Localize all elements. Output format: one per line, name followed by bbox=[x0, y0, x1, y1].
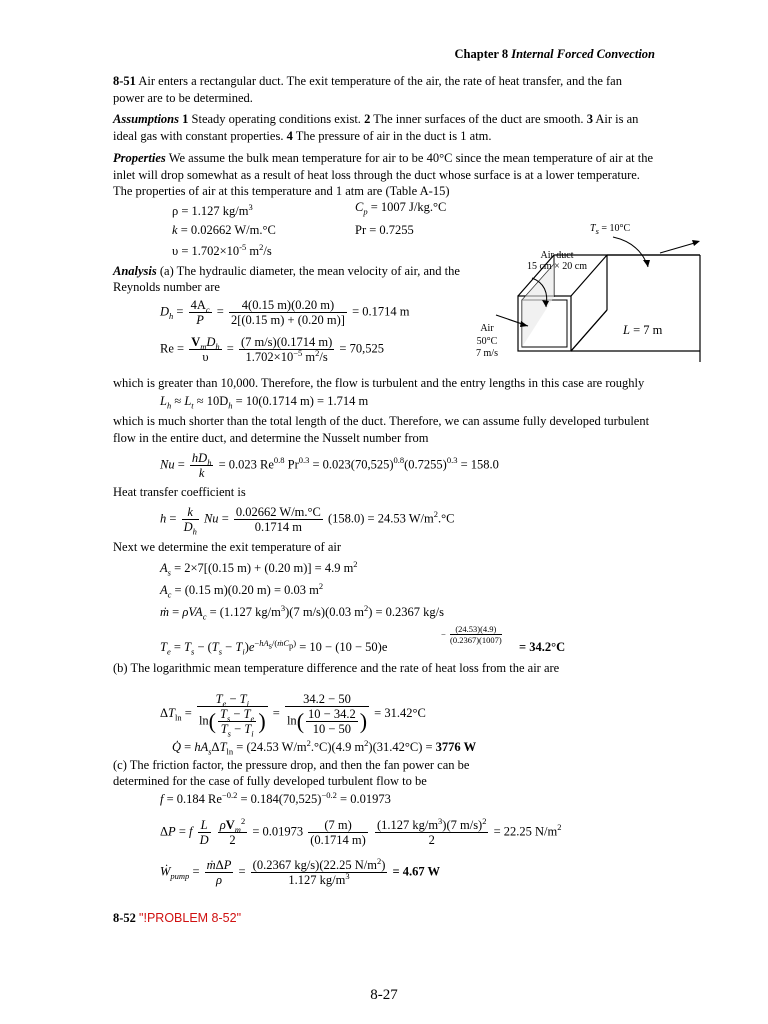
pr-value: Pr = 0.7255 bbox=[355, 223, 414, 237]
exit-temperature-equation: $T_e = T_s - (T_s - T_i)e^{-hA_s/(ṁC_p)} = 10 - (10 - 50)e$ bbox=[160, 637, 388, 657]
fan-power-result: = 4.67 W bbox=[392, 864, 441, 879]
k-value: k = 0.02662 W/m.°C bbox=[172, 223, 276, 237]
length-label: L = 7 m bbox=[623, 323, 663, 337]
nusselt-equation: Nu = $\frac{hD_h}{k}$ = 0.023 $Re^{0.8}$ $Pr^{0.3} = 0.023(70,525)^{0.8}(0.7255)^{0.3} = 158.0$ bbox=[160, 451, 499, 480]
htc-equation: h = $\frac{k}{D_h}$ Nu = $\frac{0.02662 W/m.^\circ C}{0.1714 m}$ (158.0) = 24.53 $W/m^2.^\circ C$ bbox=[160, 505, 455, 537]
part-a-label: (a) bbox=[159, 264, 174, 278]
heat-loss-equation: Q̇ = $hA_s\Delta T_{ln} = (24.53$ $W/m^2.^\circ C)(4.9$ $m^2)(31.42^\circ C) = 3776$ W bbox=[172, 737, 477, 757]
analysis-text: The hydraulic diameter, the mean velocity of air, and the Reynolds number are bbox=[113, 264, 460, 294]
reynolds-equation: Re = $\frac{V_mD_h}{\upsilon}$ = $\frac{(7 m/s)(0.1714 m)}{1.702\times 10^{-5} m^2/s}$ = 70,525 bbox=[160, 335, 384, 364]
cp-value: $C_p = 1007$ J/kg.°C bbox=[355, 200, 447, 217]
rho-value: ρ = 1.127 $kg/m^3$ bbox=[172, 201, 253, 218]
heat-loss-result: 3776 W bbox=[435, 740, 477, 754]
assumption-1-num: 1 bbox=[182, 112, 189, 126]
surface-area-equation: $A_s = 2\times 7[(0.15$ m) + (0.20 m)] = 4.9 $m^2$ bbox=[160, 558, 358, 578]
nu-value: $\upsilon = 1.702\times 10^{-5}$ $m^2/s$ bbox=[172, 241, 272, 258]
chapter-number: Chapter 8 bbox=[454, 47, 509, 61]
next-problem: 8-52 "!PROBLEM 8-52" bbox=[113, 911, 242, 925]
assumption-4-text: The pressure of air in the duct is 1 atm. bbox=[295, 128, 492, 143]
exit-text: Next we determine the exit temperature of air bbox=[113, 540, 342, 554]
properties-label: Properties bbox=[113, 151, 166, 165]
fully-developed-text: which is much shorter than the total length of the duct. Therefore, we can assume fully developed turbulent flow in the entire duct, and determine the Nusselt number from bbox=[113, 414, 650, 445]
assumption-1-text: Steady operating conditions exist. bbox=[191, 112, 361, 126]
mass-flow-equation: ṁ = ρVA$_c$ = (1.127 $kg/m^3)(7$ m/s)(0.03 $m^2) = 0.2367$ kg/s bbox=[160, 602, 445, 622]
fan-power-equation: Ẇ$_{pump}$ = $\frac{\text{ṁΔP}}{\rho}$ = $\frac{(0.2367 kg/s)(22.25 N/m^2)}{1.127 kg/m^3}$ = 4.67 W bbox=[160, 855, 441, 887]
assumptions-label: Assumptions bbox=[113, 112, 180, 126]
exponent-fraction: − (24.53)(4.9) (0.2367)(1007) bbox=[441, 624, 502, 645]
assumption-3-text: Air is an ideal gas with constant properties. bbox=[113, 112, 639, 143]
duct-label: Air duct 15 cm × 20 cm bbox=[526, 250, 588, 272]
analysis-label: Analysis bbox=[113, 264, 157, 278]
chapter-title: Internal Forced Convection bbox=[511, 47, 655, 61]
entry-length-equation: $L_h \approx L_t \approx 10D_h = 10(0.1714$ m) = 1.714 m bbox=[160, 394, 369, 411]
assumption-3-num: 3 bbox=[586, 112, 593, 126]
hydraulic-diameter-equation: $D_h$ = $\frac{4A_c}{P}$ = $\frac{4(0.15 m)(0.20 m)}{2[(0.15 m) + (0.20 m)]}$ = 0.1714 m bbox=[160, 298, 410, 327]
turbulent-text: which is greater than 10,000. Therefore, the flow is turbulent and the entry lengths in this case are roughly bbox=[113, 376, 645, 390]
friction-factor-equation: f = 0.184 $Re^{-0.2} = 0.184(70,525)^{-0.2} = 0.01973$ bbox=[160, 789, 391, 806]
friction-text: (c) The friction factor, the pressure drop, and then the fan power can be determined for the case of fully developed turbulent flow to be bbox=[113, 758, 470, 788]
assumption-4-num: 4 bbox=[286, 128, 293, 143]
cross-section-equation: $A_c = (0.15$ m)(0.20 m) = 0.03 $m^2$ bbox=[160, 580, 324, 600]
lmtd-equation: $\Delta T_{ln}$ = $T_e - T_i$ ln( $\frac{T_s - T_e}{T_s - T_i}$ ) = 34.2 − 50 ln( $\frac{10 - 34.2}{10 - 50}$ ) = 31.42°C bbox=[160, 692, 426, 739]
assumption-2-num: 2 bbox=[364, 112, 371, 126]
exit-temperature-result: = 34.2°C bbox=[519, 640, 566, 654]
assumption-2-text: The inner surfaces of the duct are smooth. bbox=[373, 112, 584, 126]
problem-text: Air enters a rectangular duct. The exit temperature of the air, the rate of heat transfer, and the fan power are to be determined. bbox=[113, 74, 622, 105]
pressure-drop-equation: ΔP = f $\frac{L}{D}$ $\frac{\rho V_m^2}{2}$ = 0.01973 $\frac{(7 m)}{(0.1714 m)}$ $\frac{(1.127 kg/m^3)(7 m/s)^2}{2}$ = 22.25 $N/m^2$ bbox=[160, 815, 562, 847]
problem-number: 8-51 bbox=[113, 74, 136, 88]
lmtd-text: (b) The logarithmic mean temperature difference and the rate of heat loss from the air are bbox=[113, 661, 560, 675]
surface-temp-label: $T_s = 10^\circ C$ bbox=[590, 223, 631, 236]
properties-text: We assume the bulk mean temperature for air to be 40°C since the mean temperature of air at the inlet will drop somewhat as a result of heat loss through the duct whose surface is at a lower temperature. The properties of air at this temperature and 1 atm are (Table A-15) bbox=[113, 151, 654, 198]
htc-text: Heat transfer coefficient is bbox=[113, 485, 246, 499]
page-number: 8-27 bbox=[370, 987, 398, 1003]
inlet-air-label: Air 50°C 7 m/s bbox=[476, 323, 498, 359]
